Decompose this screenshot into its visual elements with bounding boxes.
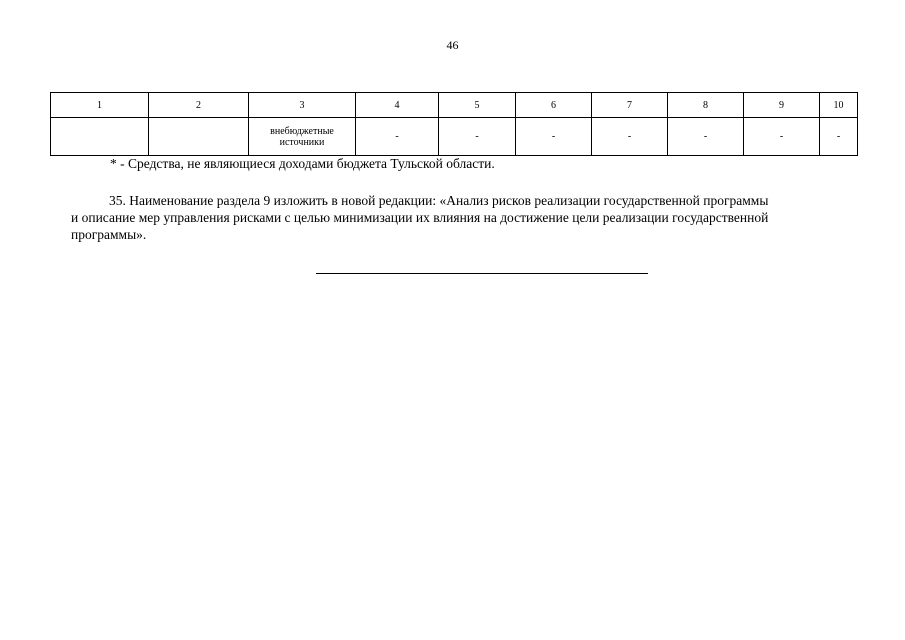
amendment-paragraph — [71, 192, 861, 243]
table-cell-value: - — [439, 118, 516, 156]
table-header-cell: 2 — [149, 93, 249, 118]
table-cell-value: - — [744, 118, 820, 156]
paragraph-line: и описание мер управления рисками с целью минимизации их влияния на достижение цели реализации государственной — [71, 210, 769, 225]
table-cell-value: - — [668, 118, 744, 156]
budget-table — [50, 92, 858, 156]
footnote: * - Средства, не являющиеся доходами бюджета Тульской области. — [110, 156, 495, 171]
table-cell-value: - — [516, 118, 592, 156]
paragraph-line: 35. Наименование раздела 9 изложить в новой редакции: «Анализ рисков реализации государственной программы — [109, 193, 769, 208]
paragraph-line: программы». — [71, 227, 147, 242]
page-number: 46 — [446, 38, 459, 52]
section-divider — [316, 273, 648, 274]
table-cell-value: - — [356, 118, 439, 156]
table-cell-empty — [149, 118, 249, 156]
table-header-cell: 5 — [439, 93, 516, 118]
table-header-row — [51, 93, 858, 118]
table-header-cell: 3 — [249, 93, 356, 118]
table-header-cell: 1 — [51, 93, 149, 118]
funding-source-cell — [249, 118, 356, 156]
table-header-cell: 10 — [820, 93, 858, 118]
table-header-cell: 7 — [592, 93, 668, 118]
table-cell-value: - — [820, 118, 858, 156]
table-cell-empty — [51, 118, 149, 156]
funding-source-line: внебюджетные — [270, 125, 334, 137]
table-header-cell: 9 — [744, 93, 820, 118]
table-row — [51, 118, 858, 156]
table-cell-value: - — [592, 118, 668, 156]
table-header-cell: 4 — [356, 93, 439, 118]
funding-source-line: источники — [279, 136, 325, 148]
table-header-cell: 6 — [516, 93, 592, 118]
table-header-cell: 8 — [668, 93, 744, 118]
